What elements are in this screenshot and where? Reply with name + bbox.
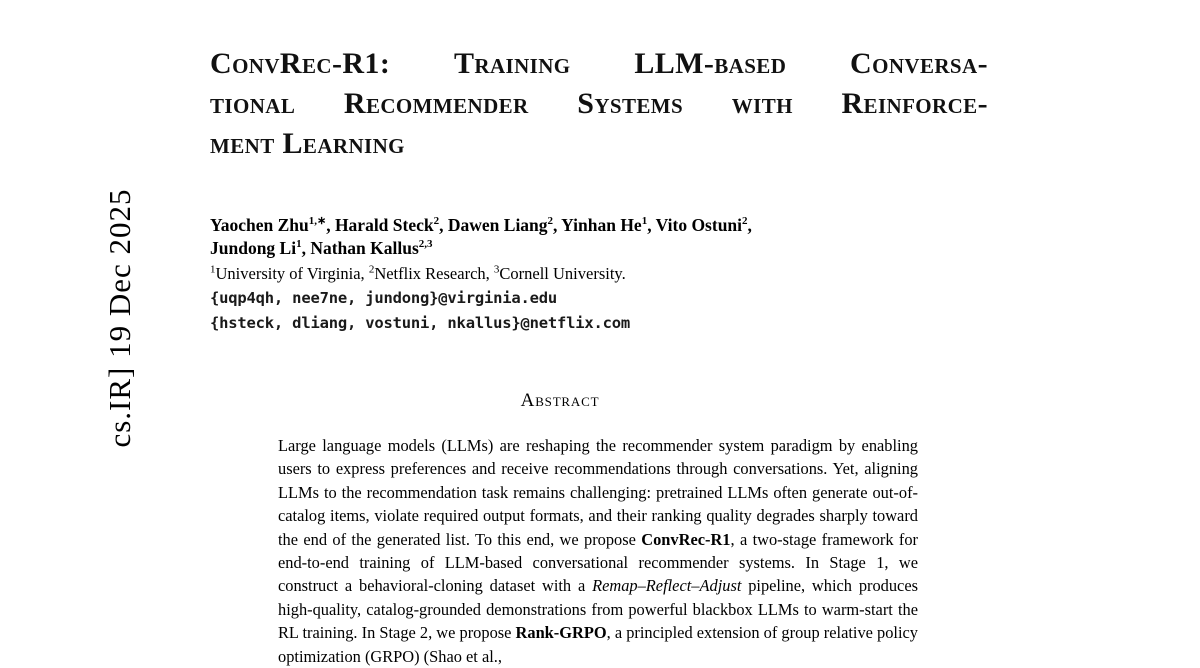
paper-content	[210, 44, 990, 668]
affiliation-line: $^1$University of Virginia, $^2$Netflix Research, $^3$Cornell University.	[210, 263, 626, 283]
page-title	[210, 44, 988, 164]
email-line-2: {hsteck, dliang, vostuni, nkallus}@netflix.com	[210, 314, 631, 332]
title-line-2: tional Recommender Systems with Reinforce-	[210, 87, 988, 120]
abstract-paragraph: Large language models (LLMs) are reshaping the recommender system paradigm by enabling users to express preferences and receive recommendations through conversations. Yet, aligning LLMs to the recommendation task remains challenging: pretrained LLMs often generate out-of-catalog items, violate required output formats, and their ranking quality degrades sharply toward the end of the generated list. To this end, we propose ConvRec-R1, a two-stage framework for end-to-end training of LLM-based conversational recommender systems. In Stage 1, we construct a behavioral-cloning dataset with a Remap–Reflect–Adjust pipeline, which produces high-quality, catalog-grounded demonstrations from powerful blackbox LLMs to warm-start the RL training. In Stage 2, we propose Rank-GRPO, a principled extension of group relative policy optimization (GRPO) (Shao et al.,	[278, 436, 919, 666]
email-line-1: {uqp4qh, nee7ne, jundong}@virginia.edu	[210, 289, 558, 307]
arxiv-stamp-text: cs.IR] 19 Dec 2025	[102, 188, 137, 448]
arxiv-stamp	[0, 0, 137, 648]
abstract-body	[278, 434, 918, 668]
author-list	[210, 214, 910, 334]
author-line-1: Yaochen Zhu$^{1,∗}$, Harald Steck$^2$, Dawen Liang$^2$, Yinhan He$^1$, Vito Ostuni$^2$,	[210, 215, 752, 235]
title-line-3: ment Learning	[210, 127, 405, 160]
title-line-1: ConvRec-R1: Training LLM-based Conversa-	[210, 47, 988, 80]
abstract-heading: Abstract	[520, 390, 600, 411]
author-line-2: Jundong Li$^1$, Nathan Kallus$^{2,3}$	[210, 238, 433, 258]
